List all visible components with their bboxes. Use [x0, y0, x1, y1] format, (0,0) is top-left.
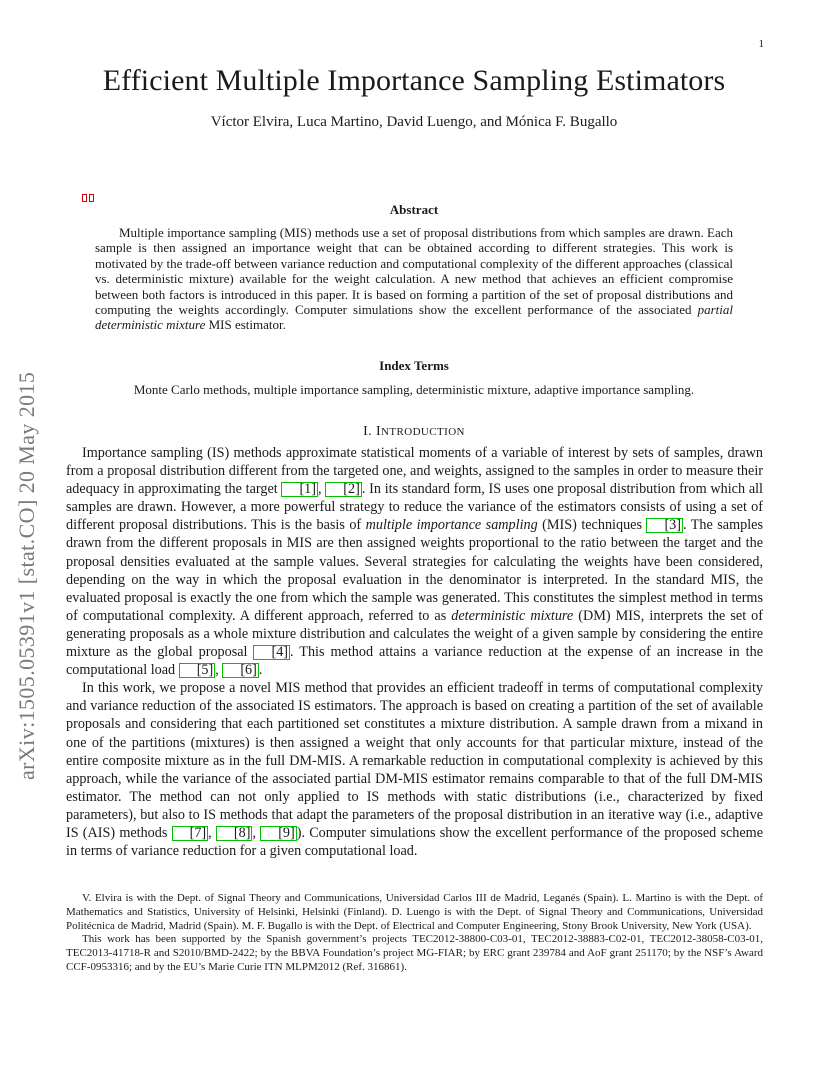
intro-paragraph-2 — [66, 679, 763, 860]
intro-paragraph-1 — [66, 444, 763, 679]
citation-link[interactable]: [2] — [325, 482, 362, 497]
body-emphasis: deterministic mixture — [451, 607, 574, 624]
abstract-heading: Abstract — [389, 202, 439, 217]
body-text: , — [208, 824, 216, 841]
body-text: . In its standard form, IS uses one proposal distribution from which all samples are drawn. However, a more powerful strategy to reduce the variance of the estimators consists of using a set of different proposal distributions. This is the basis of — [66, 481, 763, 534]
citation-link[interactable]: [3] — [646, 518, 683, 533]
annotation-marker-icon — [82, 194, 94, 202]
section-title-rest: NTRODUCTION — [381, 426, 465, 438]
citation-link[interactable]: [8] — [216, 826, 253, 841]
paper-title: Efficient Multiple Importance Sampling Estimators — [102, 64, 726, 97]
abstract-emphasis: partial deterministic mixture — [95, 302, 733, 333]
citation-link[interactable]: [7] — [172, 826, 209, 841]
body-text: , — [318, 481, 326, 498]
body-text: (DM) MIS, interprets the set of generating proposals as a whole mixture distribution and calculates the weight of a given sample by considering the entire mixture as the global proposal — [66, 607, 763, 661]
footnotes — [66, 892, 763, 975]
citation-link[interactable]: [1] — [281, 482, 318, 497]
footnote-funding: This work has been supported by the Spanish government’s projects TEC2012-38800-C03-01, TEC2012-38883-C02-01, TEC2012-38058-C03-01, TEC2013-41718-R and S2010/BMD-2422; by the BBVA Foundation’s project MG-FIAR; by ERC grant 239784 and AoF grant 251170; by the NSF’s Award CCF-0953316; and by the EU’s Marie Curie ITN MLPM2012 (Ref. 316861). — [66, 933, 763, 973]
index-terms-text: Monte Carlo methods, multiple importance sampling, deterministic mixture, adaptive importance sampling. — [133, 382, 695, 397]
abstract-text — [95, 225, 733, 333]
arxiv-identifier: arXiv:1505.05391v1 [stat.CO] 20 May 2015 — [14, 371, 39, 780]
body-text: , — [252, 824, 261, 841]
body-text: . The samples drawn from the different proposals in MIS are then assigned weights proportional to the ratio between the target and the proposal densities evaluated at the sample values. Several strategies for calculating the weights have been considered, depending on the way in which the proposal evaluation in the denominator is interpreted. In the standard MIS, the evaluated proposal is exactly the one from which the sample was generated. This constitutes the simplest method in terms of computational complexity. A different approach, referred to as — [66, 517, 763, 624]
section-numeral: I. — [363, 424, 373, 439]
citation-link[interactable]: [9] — [260, 826, 297, 841]
section-title-initial: I — [375, 424, 382, 439]
index-terms-heading: Index Terms — [379, 358, 449, 373]
citation-link[interactable]: [6] — [222, 663, 259, 678]
page-number: 1 — [758, 38, 764, 50]
body-text: , — [215, 662, 223, 679]
body-text: . This method attains a variance reduction at the expense of an increase in the computational load — [66, 644, 763, 679]
body-emphasis: multiple importance sampling — [365, 517, 538, 534]
abstract-text-end: MIS estimator. — [205, 317, 286, 333]
abstract-text-part: Multiple importance sampling (MIS) methods use a set of proposal distributions from which samples are drawn. Each sample is then assigned an importance weight that can be obtained according to different strategies. This work is motivated by the trade-off between variance reduction and computational complexity of the different approaches (classical vs. deterministic mixture) available for the weight calculation. A new method that achieves an efficient compromise between both factors is introduced in this paper. It is based on forming a partition of the set of proposal distributions and computing the weights accordingly. Computer simulations show the excellent performance of the associated — [95, 225, 733, 318]
citation-link[interactable]: [5] — [179, 663, 216, 678]
footnote-affiliations: V. Elvira is with the Dept. of Signal Theory and Communications, Universidad Carlos III de Madrid, Leganés (Spain). L. Martino is with the Dept. of Mathematics and Statistics, University of Helsinki, Helsinki (Finland). D. Luengo is with the Dept. of Signal Theory and Communications, Universidad Politécnica de Madrid, Madrid (Spain). M. F. Bugallo is with the Dept. of Electrical and Computer Engineering, Stony Brook University, New York (USA). — [66, 892, 763, 932]
intro-body — [66, 444, 763, 860]
body-text: (MIS) techniques — [537, 517, 647, 534]
author-list: Víctor Elvira, Luca Martino, David Luengo, and Mónica F. Bugallo — [210, 114, 618, 130]
body-text: . — [258, 662, 263, 679]
body-text: Importance sampling (IS) methods approximate statistical moments of a variable of interest by sets of samples, drawn from a proposal distribution different from the targeted one, and weights, assigned to the samples in order to measure their adequacy in approximating the target — [66, 445, 763, 498]
citation-link[interactable]: [4] — [253, 645, 290, 660]
body-text: ). Computer simulations show the excellent performance of the proposed scheme in terms of variance reduction for a given computational load. — [66, 824, 764, 860]
body-text: In this work, we propose a novel MIS method that provides an efficient tradeoff in terms of computational complexity and variance reduction of the associated IS estimators. The approach is based on creating a partition of the set of available proposals and considering that each partitioned set constitutes a mixture distribution. A sample drawn from a mixand in one of the partitions (mixtures) is then assigned a weight that only accounts for that particular mixture, instead of the entire composite mixture as in the full DM-MIS. A remarkable reduction in computational complexity is achieved by this approach, while the variance of the associated partial DM-MIS estimator remains comparable to that of the full DM-MIS estimator. The method can not only applied to IS methods with static distributions (i.e., characterized by fixed parameters), but also to IS methods that adapt the parameters of the proposal distribution in an iterative way (i.e., adaptive IS (AIS) methods — [66, 680, 763, 841]
intro-section-heading — [0, 424, 828, 440]
